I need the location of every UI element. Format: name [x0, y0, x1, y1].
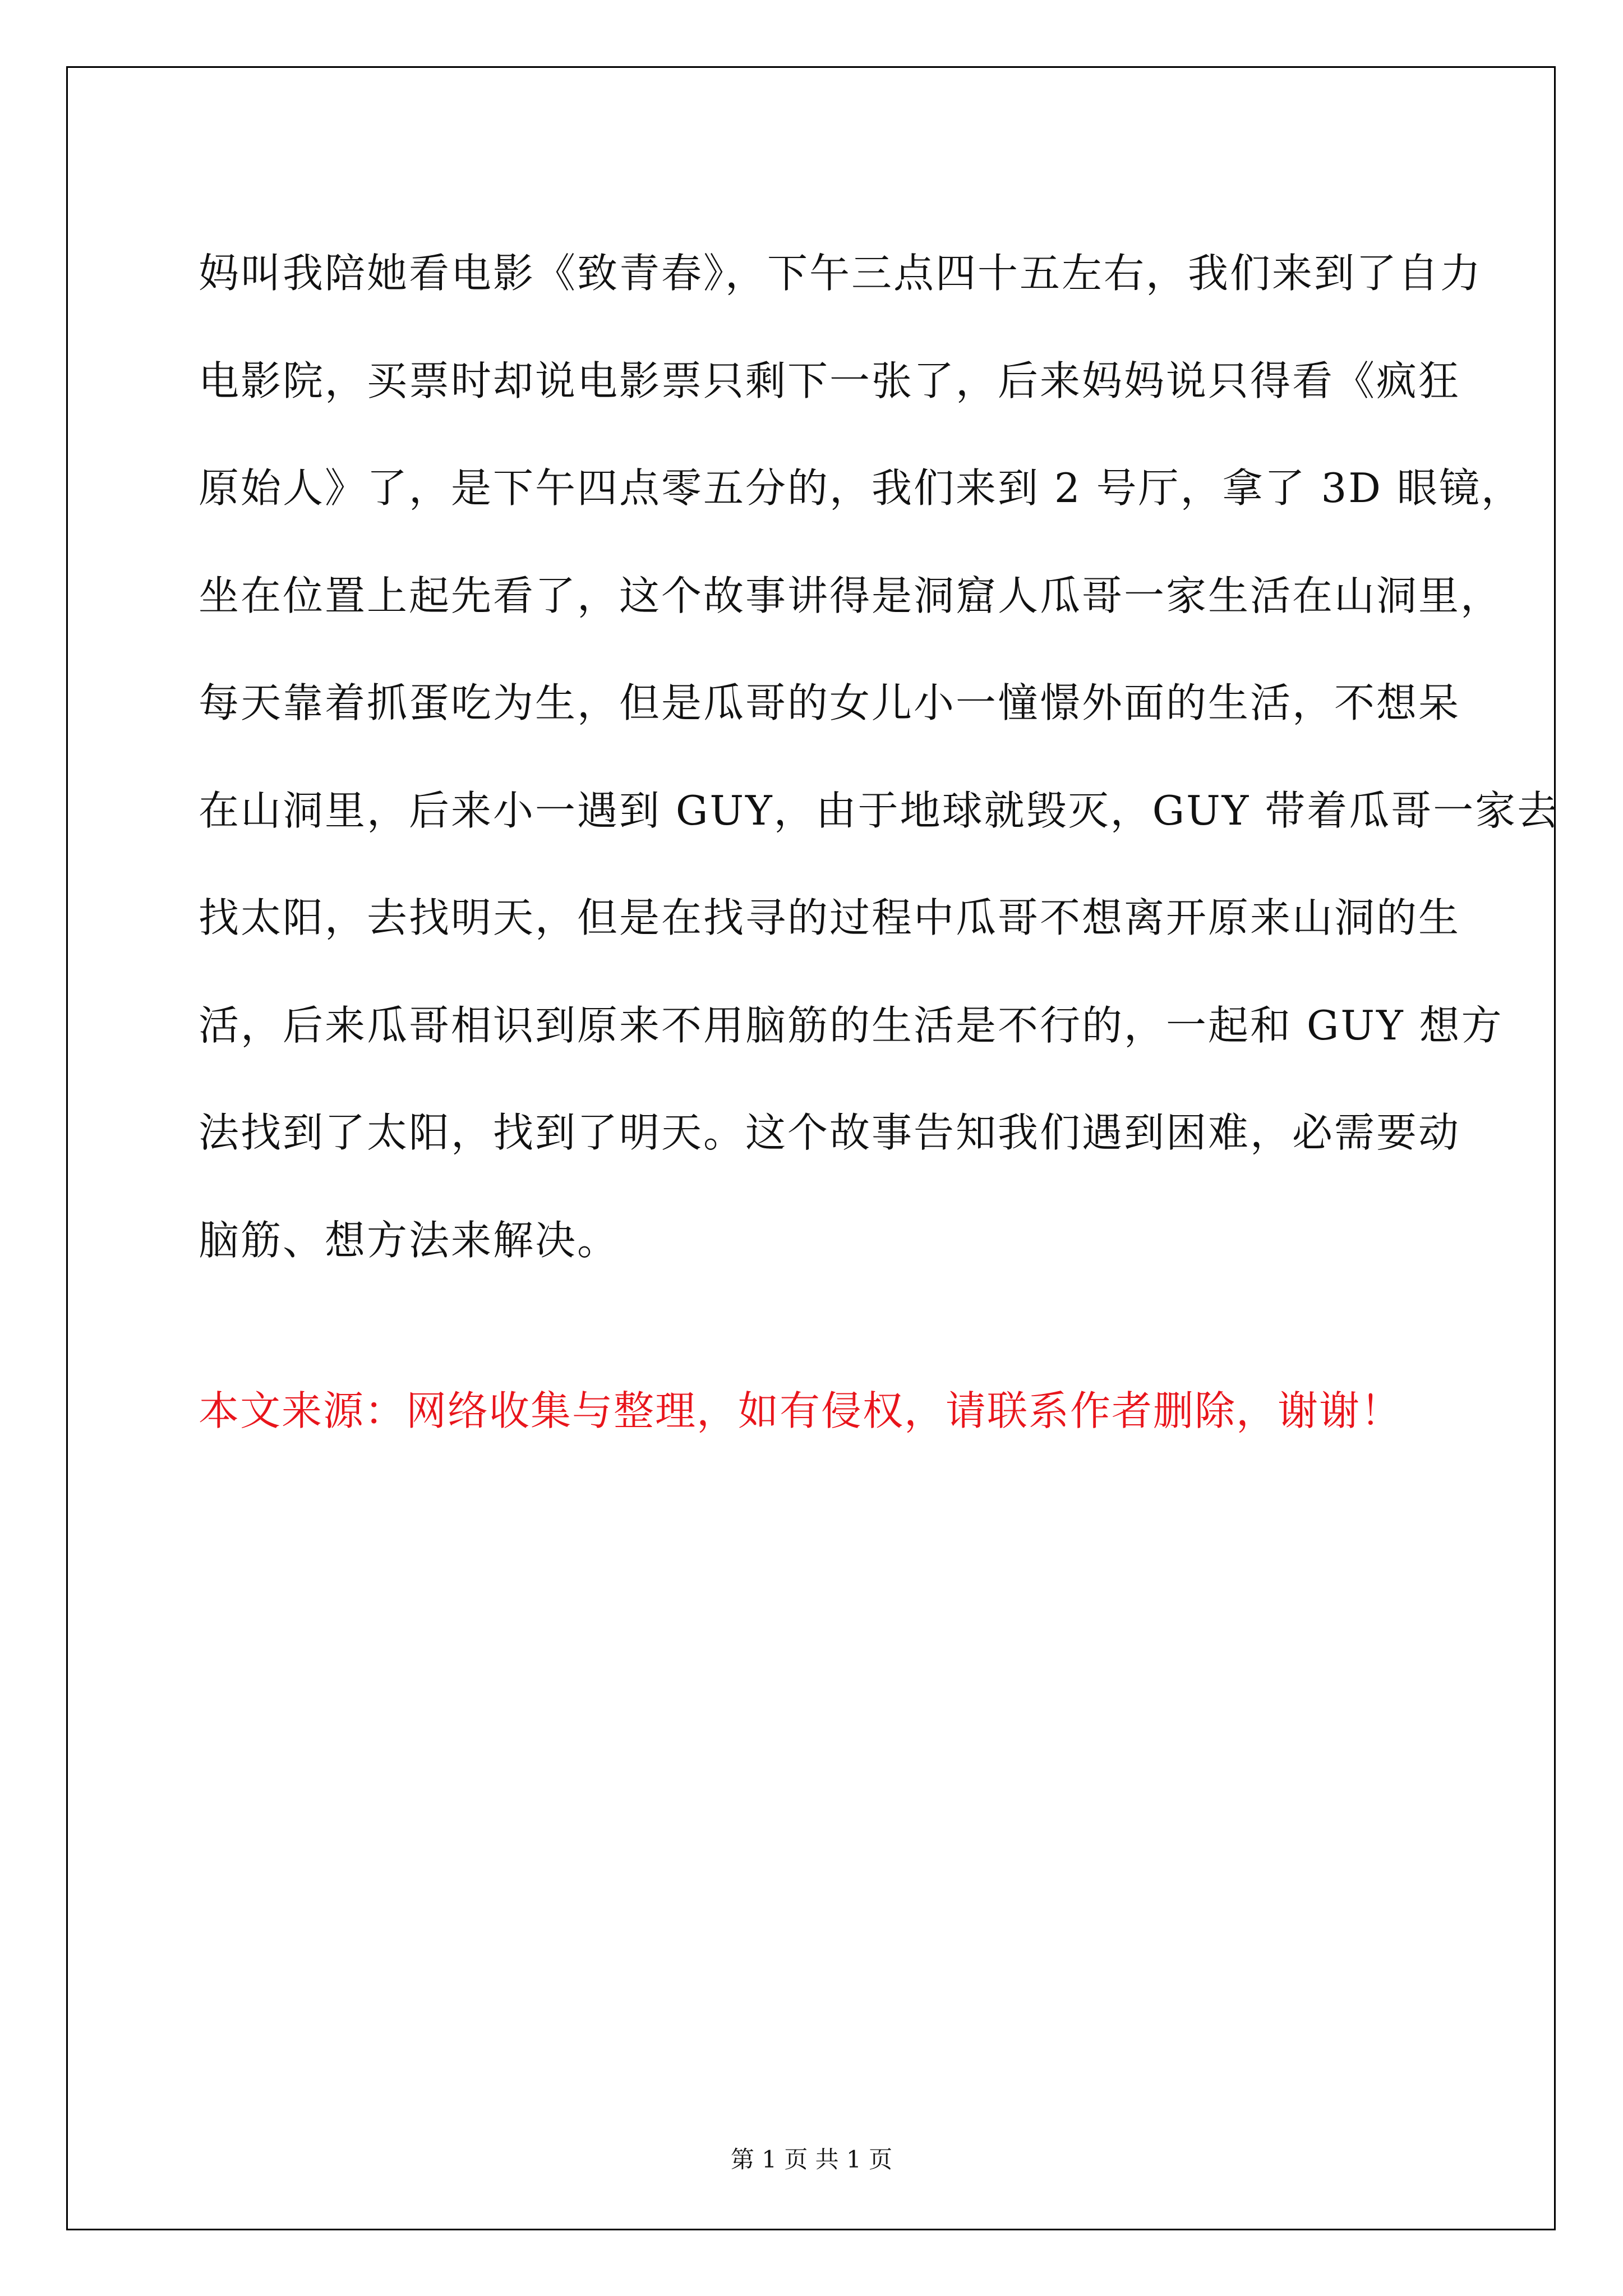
body-paragraph [199, 220, 1560, 1294]
paragraph-line: 坐在位置上起先看了，这个故事讲得是洞窟人瓜哥一家生活在山洞里， [199, 572, 1503, 619]
paragraph-line: 每天靠着抓蛋吃为生，但是瓜哥的女儿小一憧憬外面的生活，不想呆 [199, 679, 1461, 726]
paragraph-line: 找太阳，去找明天，但是在找寻的过程中瓜哥不想离开原来山洞的生 [199, 894, 1461, 941]
paragraph-line: 原始人》了，是下午四点零五分的，我们来到 2 号厅，拿了 3D 眼镜， [199, 464, 1523, 512]
paragraph-line: 脑筋、想方法来解决。 [199, 1216, 620, 1264]
paragraph-line: 妈叫我陪她看电影《致青春》，下午三点四十五左右，我们来到了自力 [199, 250, 1483, 297]
paragraph-line: 电影院，买票时却说电影票只剩下一张了，后来妈妈说只得看《疯狂 [199, 357, 1461, 404]
paragraph-line: 活，后来瓜哥相识到原来不用脑筋的生活是不行的，一起和 GUY 想方 [199, 1001, 1504, 1049]
paragraph-line: 法找到了太阳，找到了明天。这个故事告知我们遇到困难，必需要动 [199, 1109, 1461, 1156]
page-footer: 第 1 页 共 1 页 [730, 2146, 893, 2173]
source-note: 本文来源：网络收集与整理，如有侵权，请联系作者删除，谢谢！ [199, 1387, 1403, 1434]
paragraph-line: 在山洞里，后来小一遇到 GUY，由于地球就毁灭，GUY 带着瓜哥一家去 [199, 786, 1560, 834]
